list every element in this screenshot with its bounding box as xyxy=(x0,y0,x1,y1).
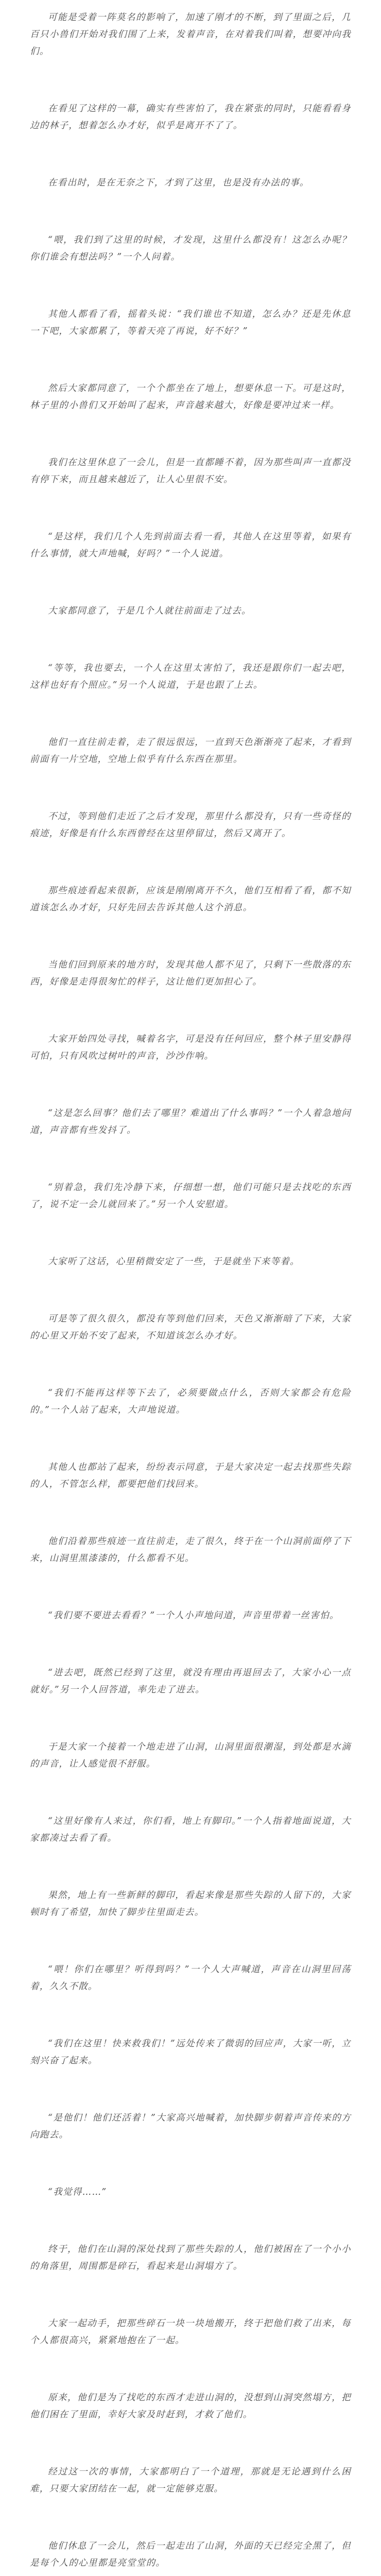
paragraph: “是这样，我们几个人先到前面去看一看，其他人在这里等着，如果有什么事情，就大声地喊，好吗？”一个人说道。 xyxy=(30,532,351,559)
paragraph: 当他们回到原来的地方时，发现其他人都不见了，只剩下一些散落的东西，好像是走得很匆忙的样子，这让他们更加担心了。 xyxy=(30,960,351,987)
paragraph: 他们一直往前走着，走了很远很远，一直到天色渐渐亮了起来，才看到前面有一片空地，空地上似乎有什么东西在那里。 xyxy=(30,737,351,765)
paragraph: 可能是受着一阵莫名的影响了，加速了刚才的不断，到了里面之后，几百只小兽们开始对我们围了上来，发着声音，在对着我们叫着，想要冲向我们。 xyxy=(30,12,351,57)
paragraph: 果然，地上有一些新鲜的脚印，看起来像是那些失踪的人留下的，大家顿时有了希望，加快了脚步往里面走去。 xyxy=(30,1890,351,1918)
paragraph: 在看见了这样的一幕，确实有些害怕了，我在紧张的同时，只能看看身边的林子，想着怎么办才好，似乎是离开不了了。 xyxy=(30,104,351,131)
paragraph: “这是怎么回事？他们去了哪里？难道出了什么事吗？”一个人着急地问道，声音都有些发抖了。 xyxy=(30,1108,351,1136)
paragraph: 其他人也都站了起来，纷纷表示同意，于是大家决定一起去找那些失踪的人，不管怎么样，都要把他们找回来。 xyxy=(30,1462,351,1489)
paragraph: “这里好像有人来过，你们看，地上有脚印。”一个人指着地面说道，大家都凑过去看了看。 xyxy=(30,1816,351,1843)
paragraph: 在看出时，是在无奈之下，才到了这里，也是没有办法的事。 xyxy=(48,178,309,188)
paragraph: “喂，我们到了这里的时候，才发现，这里什么都没有！这怎么办呢？你们谁会有想法吗？”一个人问着。 xyxy=(30,235,351,262)
paragraph: 那些痕迹看起来很新，应该是刚刚离开不久，他们互相看了看，都不知道该怎么办才好，只好先回去告诉其他人这个消息。 xyxy=(30,886,351,913)
paragraph: 不过，等到他们走近了之后才发现，那里什么都没有，只有一些奇怪的痕迹，好像是有什么东西曾经在这里停留过，然后又离开了。 xyxy=(30,811,351,839)
paragraph: 原来，他们是为了找吃的东西才走进山洞的，没想到山洞突然塌方，把他们困在了里面，幸好大家及时赶到，才救了他们。 xyxy=(30,2393,351,2420)
article-body xyxy=(30,9,351,2576)
paragraph: “我觉得……” xyxy=(48,2187,107,2197)
paragraph: 其他人都看了看，摇着头说：“我们谁也不知道，怎么办？还是先休息一下吧，大家都累了，等着天亮了再说，好不好？” xyxy=(30,309,351,336)
paragraph: 大家一起动手，把那些碎石一块一块地搬开，终于把他们救了出来，每个人都很高兴，紧紧地抱在了一起。 xyxy=(30,2318,351,2346)
paragraph: 经过这一次的事情，大家都明白了一个道理，那就是无论遇到什么困难，只要大家团结在一起，就一定能够克服。 xyxy=(30,2467,351,2494)
paragraph: 大家听了这话，心里稍微安定了一些，于是就坐下来等着。 xyxy=(48,1257,300,1267)
paragraph: “我们在这里！快来救我们！”远处传来了微弱的回应声，大家一听，立刻兴奋了起来。 xyxy=(30,2039,351,2066)
paragraph: 于是大家一个接着一个地走进了山洞，山洞里面很潮湿，到处都是水滴的声音，让人感觉很不舒服。 xyxy=(30,1742,351,1769)
paragraph: 他们休息了一会儿，然后一起走出了山洞，外面的天已经完全黑了，但是每个人的心里都是亮堂堂的。 xyxy=(30,2541,351,2568)
paragraph: “等等，我也要去，一个人在这里太害怕了，我还是跟你们一起去吧，这样也好有个照应。”另一个人说道，于是也跟了上去。 xyxy=(30,663,351,690)
paragraph: 我们在这里休息了一会儿，但是一直都睡不着，因为那些叫声一直都没有停下来，而且越来越近了，让人心里很不安。 xyxy=(30,457,351,485)
paragraph: 大家开始四处寻找，喊着名字，可是没有任何回应，整个林子里安静得可怕，只有风吹过树叶的声音，沙沙作响。 xyxy=(30,1034,351,1061)
paragraph: “我们不能再这样等下去了，必须要做点什么，否则大家都会有危险的。”一个人站了起来，大声地说道。 xyxy=(30,1388,351,1415)
paragraph: 终于，他们在山洞的深处找到了那些失踪的人，他们被困在了一个小小的角落里，周围都是碎石，看起来是山洞塌方了。 xyxy=(30,2244,351,2272)
paragraph: 然后大家都同意了，一个个都坐在了地上，想要休息一下。可是这时，林子里的小兽们又开始叫了起来，声音越来越大，好像是要冲过来一样。 xyxy=(30,383,351,411)
paragraph: “喂！你们在哪里？听得到吗？”一个人大声喊道，声音在山洞里回荡着，久久不散。 xyxy=(30,1964,351,1992)
paragraph: “我们要不要进去看看？”一个人小声地问道，声音里带着一丝害怕。 xyxy=(48,1611,339,1621)
paragraph: 可是等了很久很久，都没有等到他们回来，天色又渐渐暗了下来，大家的心里又开始不安了起来，不知道该怎么办才好。 xyxy=(30,1314,351,1341)
paragraph: “进去吧，既然已经到了这里，就没有理由再退回去了，大家小心一点就好。”另一个人回答道，率先走了进去。 xyxy=(30,1668,351,1695)
paragraph: “别着急，我们先冷静下来，仔细想一想，他们可能只是去找吃的东西了，说不定一会儿就回来了。”另一个人安慰道。 xyxy=(30,1182,351,1210)
paragraph: 大家都同意了，于是几个人就往前面走了过去。 xyxy=(48,606,251,616)
paragraph: 他们沿着那些痕迹一直往前走，走了很久，终于在一个山洞前面停了下来，山洞里黑漆漆的，什么都看不见。 xyxy=(30,1536,351,1564)
paragraph: “是他们！他们还活着！”大家高兴地喊着，加快脚步朝着声音传来的方向跑去。 xyxy=(30,2113,351,2140)
